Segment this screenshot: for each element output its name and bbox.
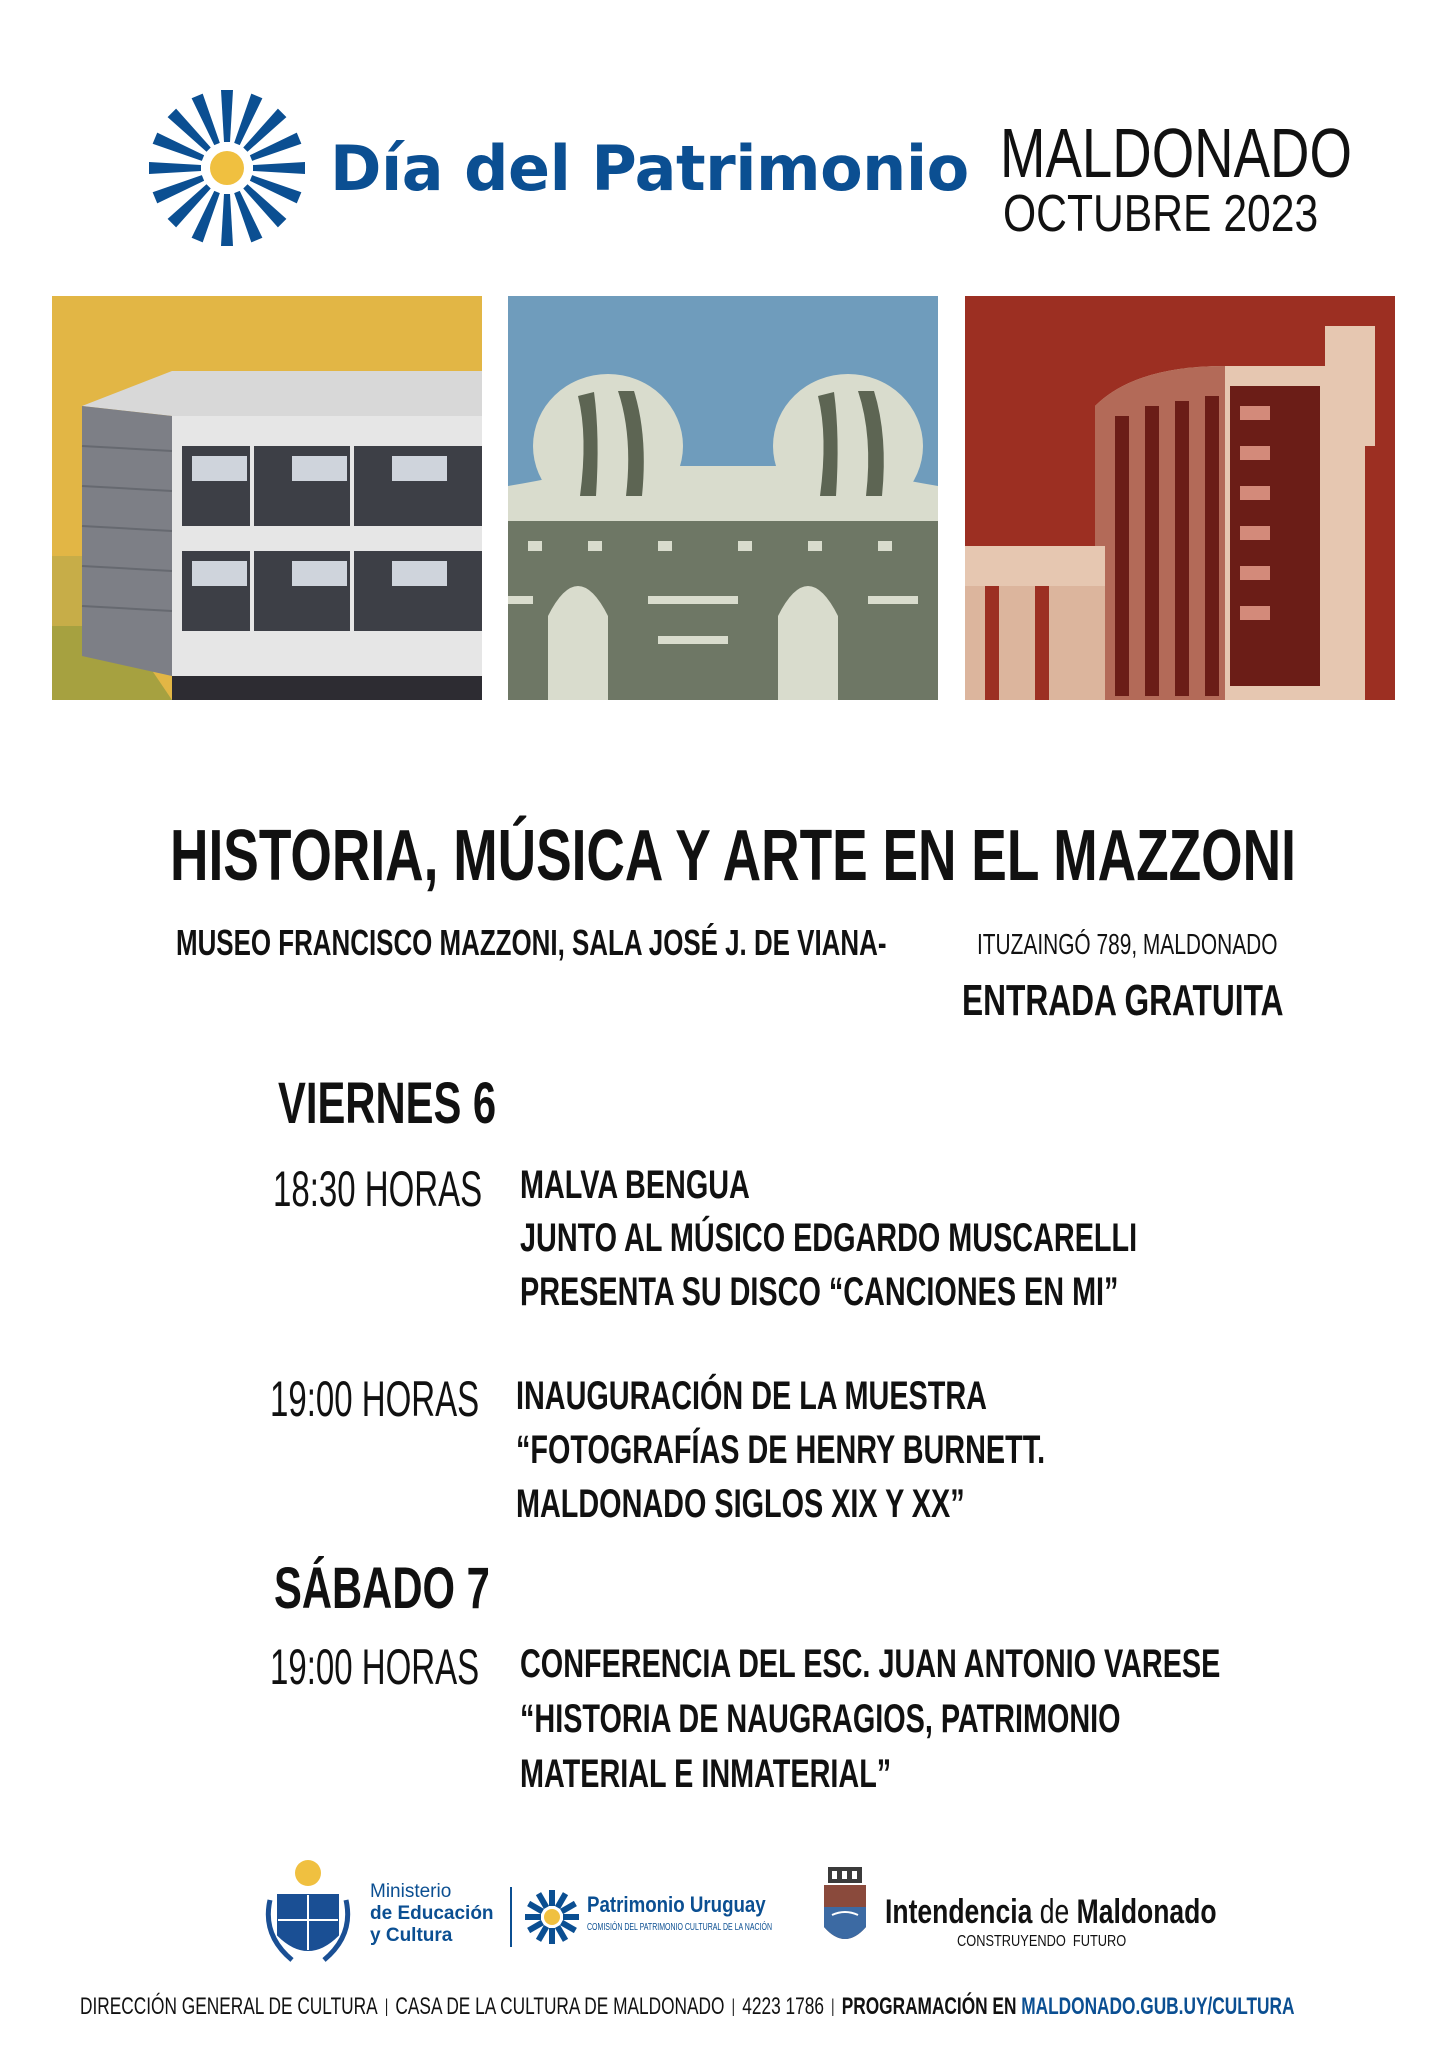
footer-casa-cultura: CASA DE LA CULTURA DE MALDONADO xyxy=(395,1993,725,2020)
time-1900: 19:00 HORAS xyxy=(270,1639,480,1695)
event-line: PRESENTA SU DISCO “CANCIONES EN MI” xyxy=(520,1270,1119,1314)
event-line: CONFERENCIA DEL ESC. JUAN ANTONIO VARESE xyxy=(520,1642,1221,1686)
intendencia-word: Intendencia xyxy=(885,1893,1033,1931)
footer-phone: 4223 1786 xyxy=(742,1993,824,2020)
event-month: OCTUBRE 2023 xyxy=(1003,185,1319,243)
ministry-line1: Ministerio xyxy=(370,1881,452,1902)
patrimonio-uruguay-subtitle: COMISIÓN DEL PATRIMONIO CULTURAL DE LA NACIÓN xyxy=(587,1922,773,1933)
entry-free-label: ENTRADA GRATUITA xyxy=(962,976,1284,1025)
intendencia-tagline: CONSTRUYENDO FUTURO xyxy=(957,1933,1127,1950)
time-1830: 18:30 HORAS xyxy=(273,1161,483,1217)
footer-direccion: DIRECCIÓN GENERAL DE CULTURA xyxy=(80,1993,378,2020)
ministry-line3: y Cultura xyxy=(370,1925,453,1946)
brand-title: Día del Patrimonio xyxy=(330,132,969,205)
city-name: MALDONADO xyxy=(1000,114,1352,192)
logo-divider xyxy=(510,1887,512,1947)
event-line: MATERIAL E INMATERIAL” xyxy=(520,1752,892,1796)
footer-programacion-label: PROGRAMACIÓN EN xyxy=(841,1993,1017,2020)
event-venue: MUSEO FRANCISCO MAZZONI, SALA JOSÉ J. DE VIANA- xyxy=(176,922,887,963)
event-address: ITUZAINGÓ 789, MALDONADO xyxy=(977,929,1278,961)
footer-separator: | xyxy=(384,1996,389,2016)
event-line: INAUGURACIÓN DE LA MUESTRA xyxy=(516,1374,987,1418)
time-1900: 19:00 HORAS xyxy=(270,1371,480,1427)
footer-separator: | xyxy=(831,1996,835,2016)
patrimonio-sun-icon xyxy=(524,1889,580,1945)
event-line: JUNTO AL MÚSICO EDGARDO MUSCARELLI xyxy=(520,1216,1138,1260)
event-line: “HISTORIA DE NAUGRAGIOS, PATRIMONIO xyxy=(520,1697,1121,1741)
uruguay-coat-of-arms-icon xyxy=(262,1855,354,1970)
footer-website-link[interactable]: MALDONADO.GUB.UY/CULTURA xyxy=(1021,1993,1295,2020)
event-line: “FOTOGRAFÍAS DE HENRY BURNETT. xyxy=(516,1428,1046,1472)
intendencia-maldonado-logo-text xyxy=(885,1893,1217,1932)
dia-del-patrimonio-sun-icon xyxy=(145,88,315,248)
event-title: HISTORIA, MÚSICA Y ARTE EN EL MAZZONI xyxy=(170,816,1296,896)
maldonado-shield-icon xyxy=(820,1867,870,1952)
event-line: MALVA BENGUA xyxy=(520,1163,750,1207)
patrimonio-uruguay-title: Patrimonio Uruguay xyxy=(587,1892,766,1917)
day-heading-friday: VIERNES 6 xyxy=(278,1071,497,1136)
footer-logos xyxy=(262,1855,1217,1975)
panel-modern-building-illustration xyxy=(52,296,482,700)
panel-tower-building-illustration xyxy=(965,296,1395,700)
panel-domes-building-illustration xyxy=(508,296,938,700)
event-line: MALDONADO SIGLOS XIX Y XX” xyxy=(516,1482,965,1526)
ministry-line2: de Educación xyxy=(370,1903,494,1924)
maldonado-word: Maldonado xyxy=(1076,1893,1217,1931)
footer-separator: | xyxy=(731,1996,736,2016)
de-word: de xyxy=(1039,1893,1070,1931)
day-heading-saturday: SÁBADO 7 xyxy=(274,1556,490,1621)
footer-credits xyxy=(80,1993,1294,2021)
